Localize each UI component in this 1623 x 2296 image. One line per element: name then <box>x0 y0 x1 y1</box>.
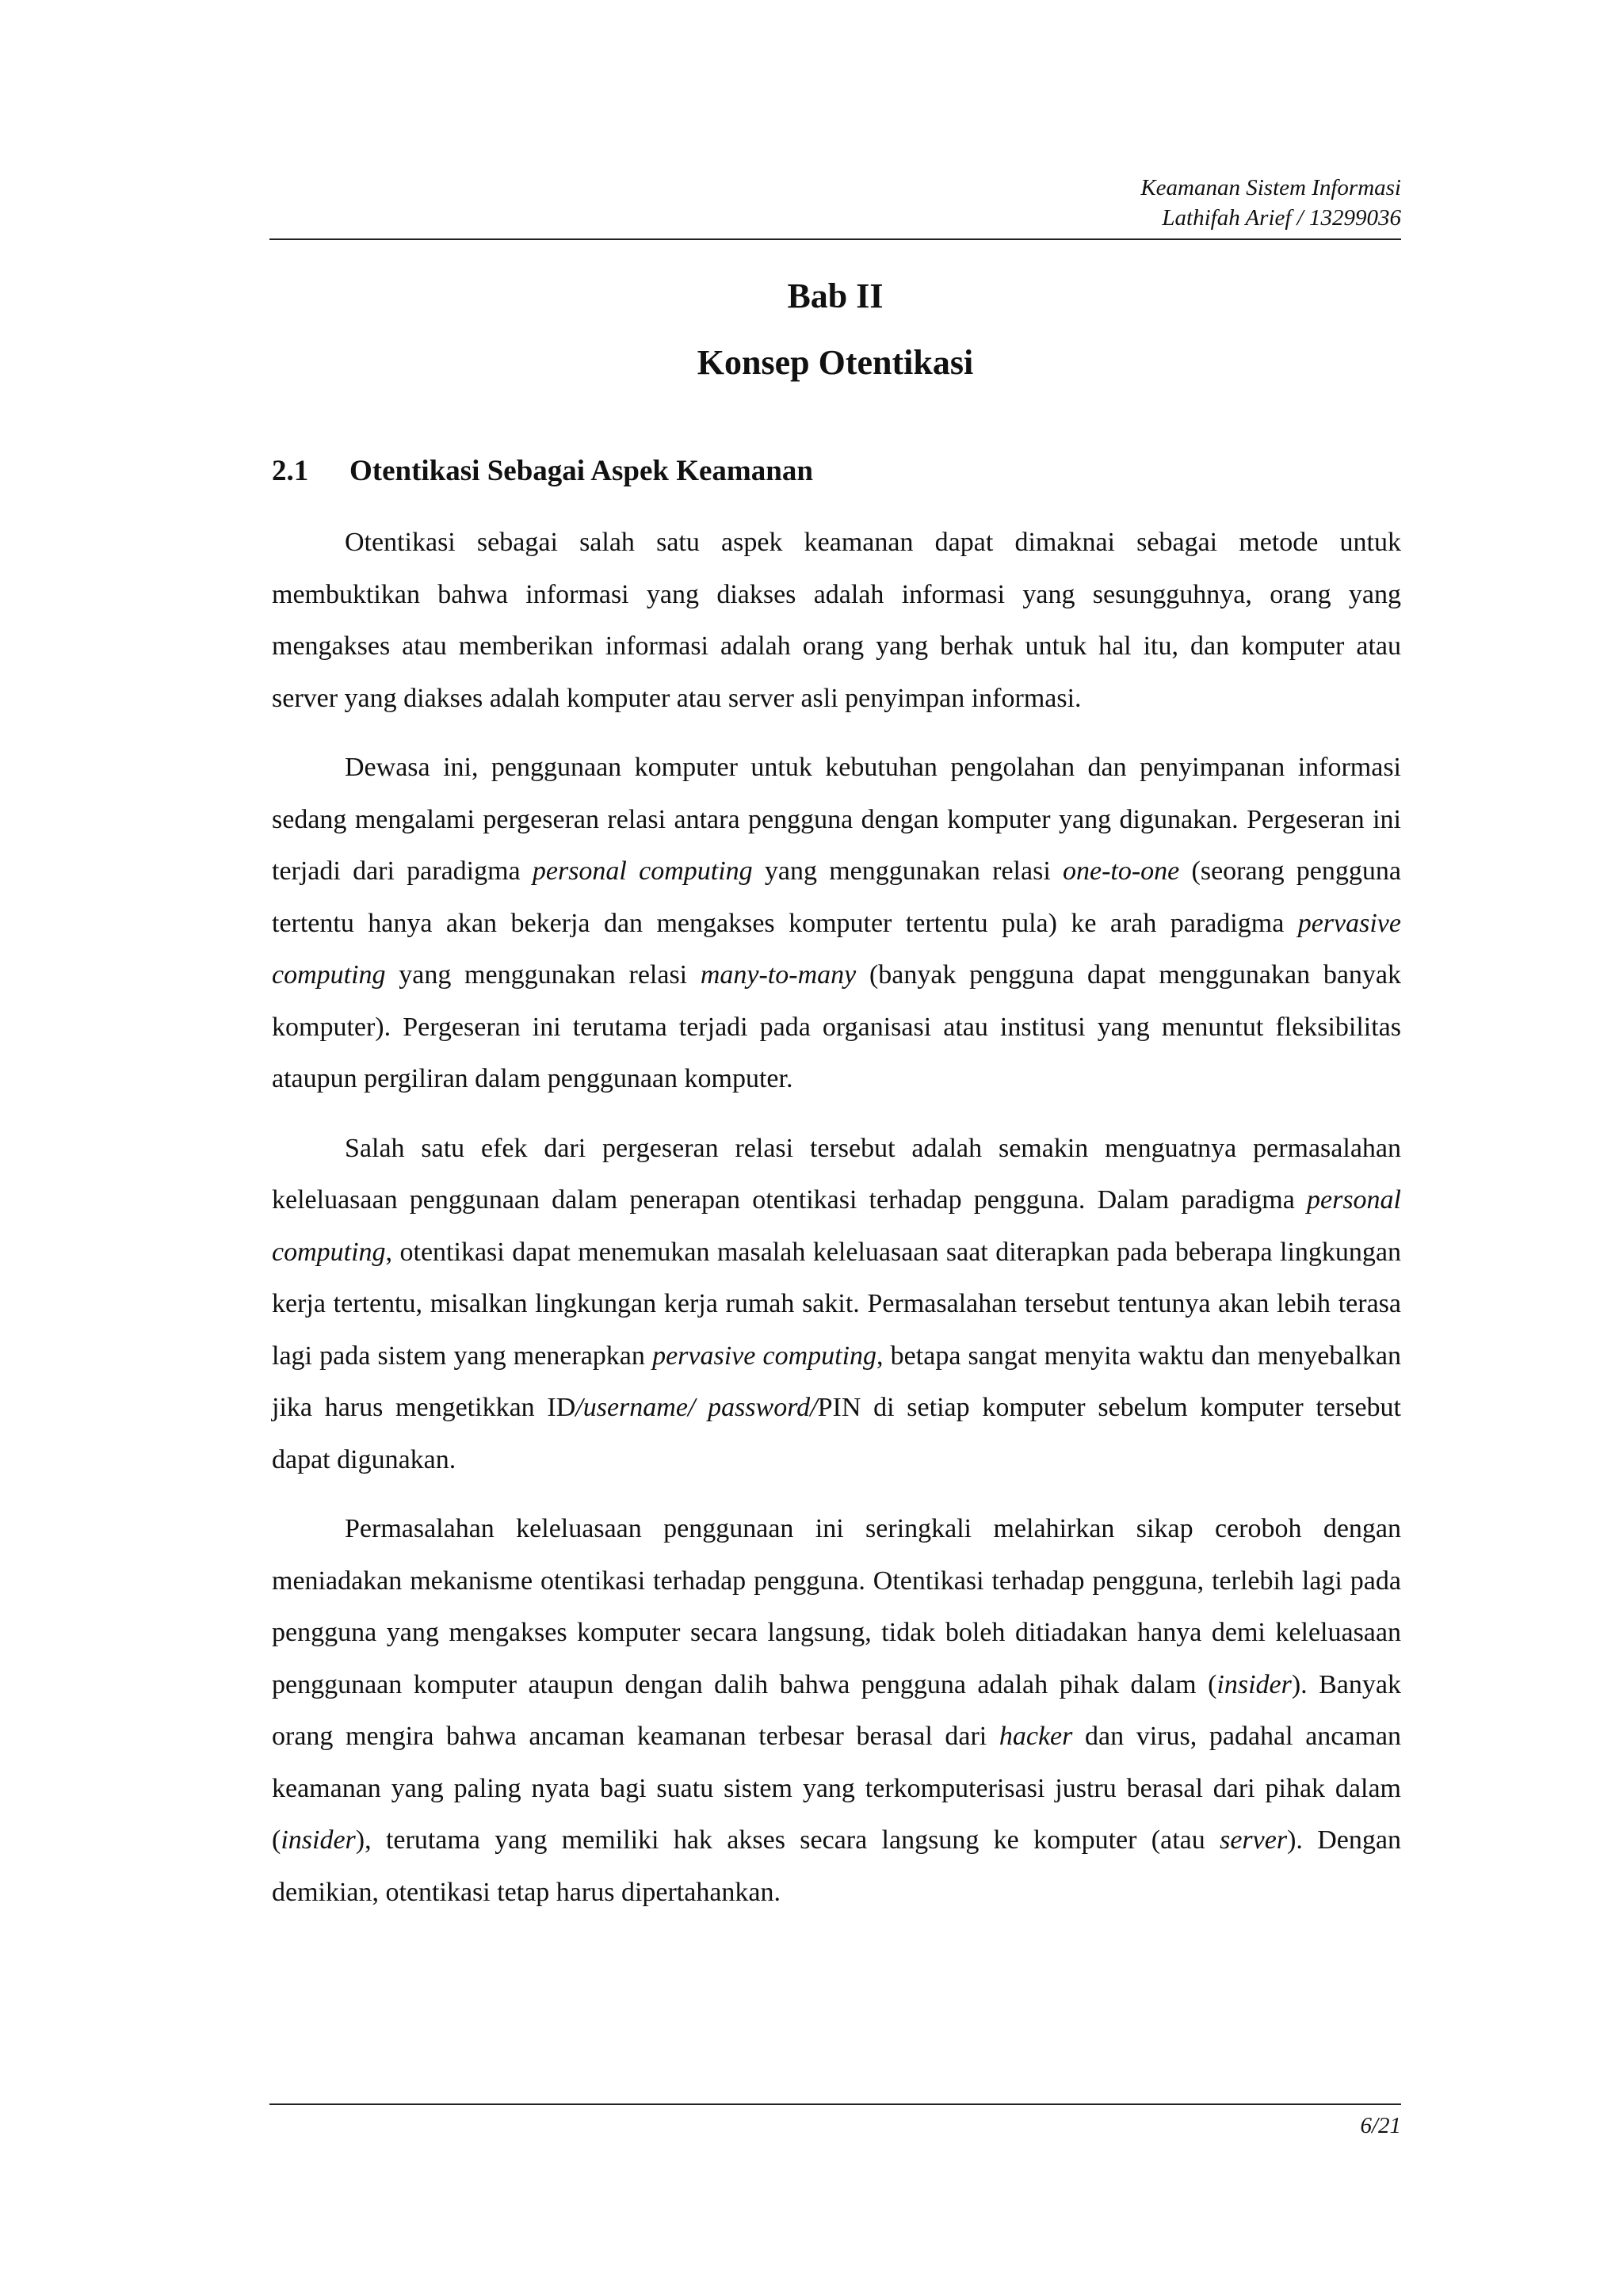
text-run: , betapa sangat menyita waktu dan menyebalkan jika harus mengetikkan ID <box>272 1341 1401 1422</box>
italic-term: insider <box>281 1825 356 1855</box>
italic-term: /username/ password/ <box>575 1393 818 1422</box>
paragraph-4 <box>272 1503 1401 1918</box>
chapter-title: Konsep Otentikasi <box>697 343 974 382</box>
text-run: Dewasa ini, penggunaan komputer untuk kebutuhan pengolahan dan penyimpanan informasi sedang mengalami pergeseran relasi antara pengguna dengan komputer yang digunakan. Pergeseran ini terjadi dari paradigma <box>272 753 1401 886</box>
paragraph-1-text: Otentikasi sebagai salah satu aspek keamanan dapat dimaknai sebagai metode untuk membuktikan bahwa informasi yang diakses adalah informasi yang sesungguhnya, orang yang mengakses atau memberikan informasi adalah orang yang berhak untuk hal itu, dan komputer atau server yang diakses adalah komputer atau server asli penyimpan informasi. <box>272 528 1401 713</box>
section-title: Otentikasi Sebagai Aspek Keamanan <box>349 455 813 487</box>
body-text <box>272 517 1401 1936</box>
footer-divider <box>269 2103 1401 2105</box>
italic-term: personal computing <box>532 856 753 886</box>
header-author: Lathifah Arief / 13299036 <box>1162 205 1401 231</box>
text-run: Salah satu efek dari pergeseran relasi tersebut adalah semakin menguatnya permasalahan keleluasaan penggunaan dalam penerapan otentikasi terhadap pengguna. Dalam paradigma <box>272 1133 1401 1215</box>
section-number: 2.1 <box>272 455 309 487</box>
text-run: Permasalahan keleluasaan penggunaan ini seringkali melahirkan sikap ceroboh dengan meniadakan mekanisme otentikasi terhadap pengguna. Otentikasi terhadap pengguna, terlebih lagi pada pengguna yang mengakses komputer secara langsung, tidak boleh ditiadakan hanya demi keleluasaan penggunaan komputer ataupun dengan dalih bahwa pengguna adalah pihak dalam ( <box>272 1514 1401 1699</box>
italic-term: personal computing <box>272 1185 1401 1267</box>
text-run: yang menggunakan relasi <box>752 856 1063 886</box>
text-run: PIN di setiap komputer sebelum komputer tersebut dapat digunakan. <box>272 1393 1401 1474</box>
text-run: ), terutama yang memiliki hak akses secara langsung ke komputer (atau <box>355 1825 1220 1855</box>
paragraph-2 <box>272 742 1401 1105</box>
header-divider <box>269 238 1401 240</box>
italic-term: pervasive computing <box>652 1341 877 1371</box>
header-course-title: Keamanan Sistem Informasi <box>1140 175 1401 200</box>
paragraph-3 <box>272 1123 1401 1486</box>
running-header <box>269 173 1401 233</box>
text-run: ). Dengan demikian, otentikasi tetap harus dipertahankan. <box>272 1825 1401 1907</box>
section-heading <box>272 453 813 490</box>
text-run: dan virus, padahal ancaman keamanan yang paling nyata bagi suatu sistem yang terkomputerisasi justru berasal dari pihak dalam ( <box>272 1722 1401 1855</box>
page-number: 6/21 <box>1360 2113 1401 2138</box>
italic-term: pervasive computing <box>272 908 1401 990</box>
paragraph-1 <box>272 517 1401 724</box>
chapter-number: Bab II <box>787 277 884 315</box>
italic-term: server <box>1220 1825 1288 1855</box>
text-run: yang menggunakan relasi <box>385 960 701 990</box>
text-run: ). Banyak orang mengira bahwa ancaman keamanan terbesar berasal dari <box>272 1669 1401 1751</box>
italic-term: many-to-many <box>700 960 857 990</box>
italic-term: one-to-one <box>1063 856 1180 886</box>
text-run: (seorang pengguna tertentu hanya akan bekerja dan mengakses komputer tertentu pula) ke arah paradigma <box>272 856 1401 938</box>
italic-term: hacker <box>999 1722 1073 1751</box>
text-run: (banyak pengguna dapat menggunakan banyak komputer). Pergeseran ini terutama terjadi pada organisasi atau institusi yang menuntut fleksibilitas ataupun pergiliran dalam penggunaan komputer. <box>272 960 1402 1093</box>
text-run: , otentikasi dapat menemukan masalah keleluasaan saat diterapkan pada beberapa lingkungan kerja tertentu, misalkan lingkungan kerja rumah sakit. Permasalahan tersebut tentunya akan lebih terasa lagi pada sistem yang menerapkan <box>272 1237 1401 1371</box>
italic-term: insider <box>1216 1669 1292 1699</box>
